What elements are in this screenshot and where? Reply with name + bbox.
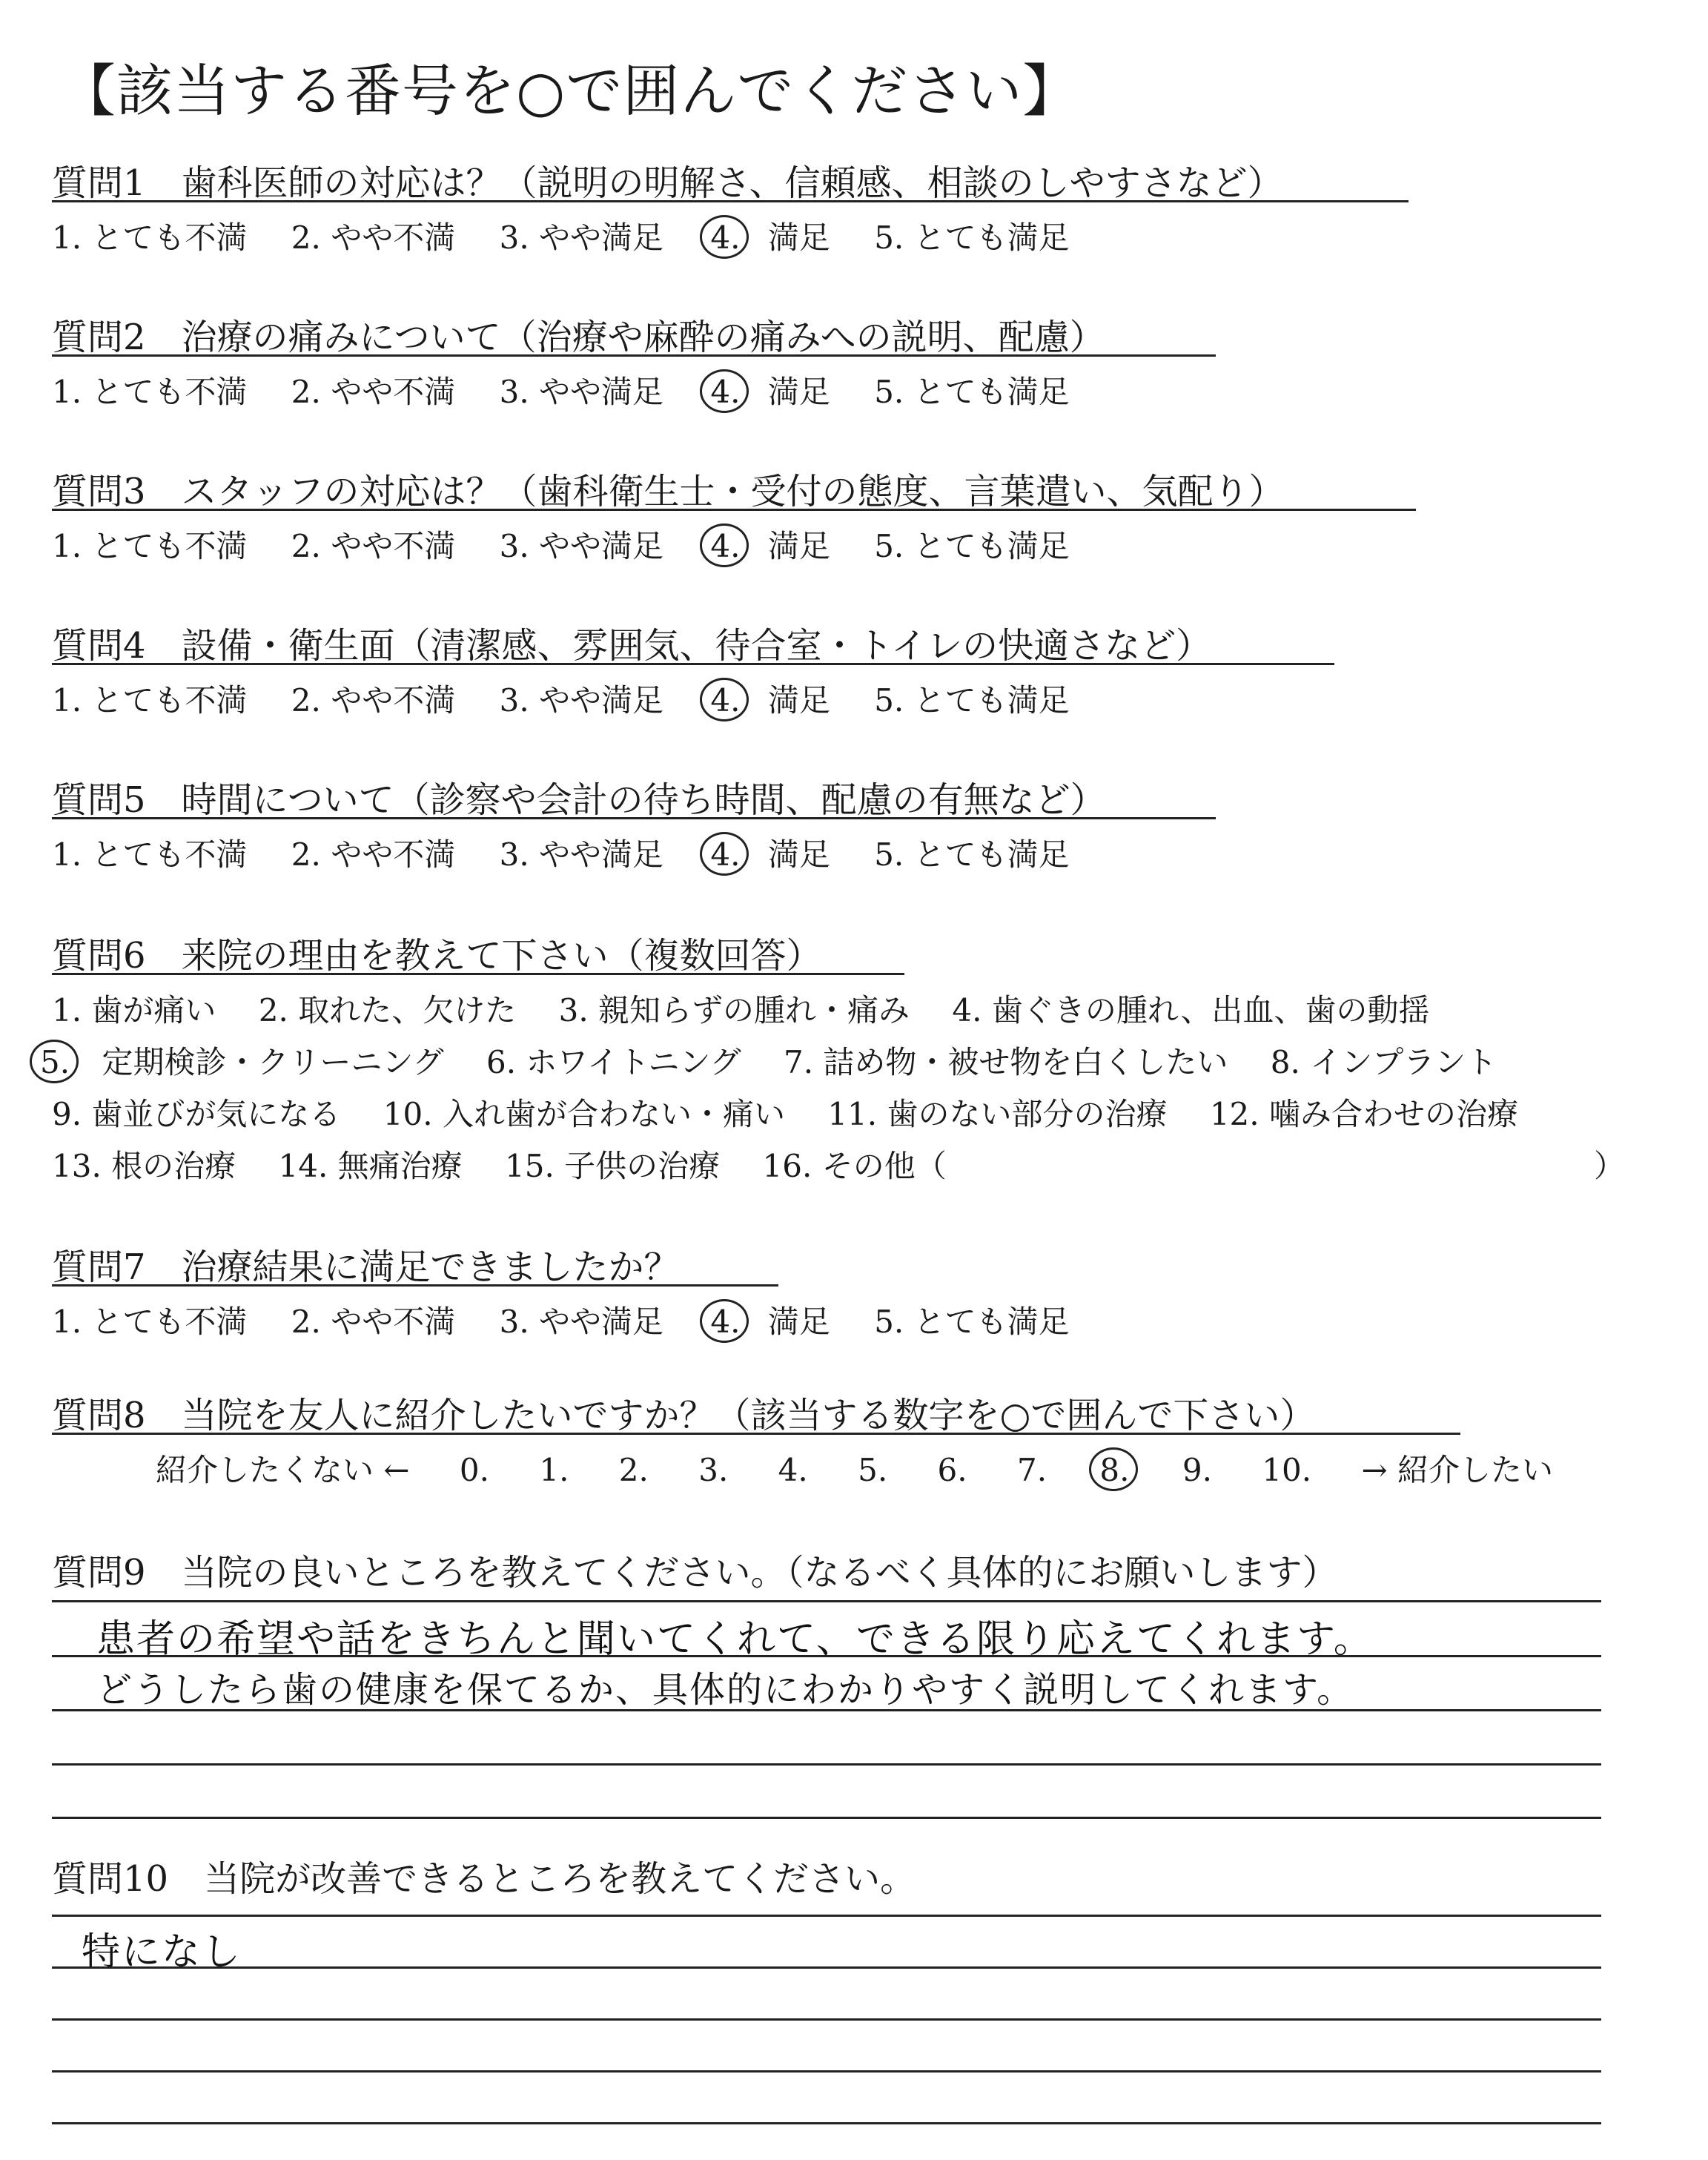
option-3[interactable]: 3. やや満足	[499, 1304, 664, 1340]
question-3-title: 質問3 スタッフの対応は？（歯科衛生士・受付の態度、言葉遣い、気配り）	[52, 471, 1285, 512]
reason-7[interactable]: 7. 詰め物・被せ物を白くしたい	[783, 1044, 1228, 1080]
question-4-underline	[52, 663, 1334, 665]
reason-4[interactable]: 4. 歯ぐきの腫れ、出血、歯の動揺	[952, 992, 1430, 1028]
option-2[interactable]: 2. やや不満	[291, 836, 456, 873]
handwritten-answer-line-2: どうしたら歯の健康を保てるか、具体的にわかりやすく説明してくれます。	[96, 1669, 1354, 1711]
question-7-options	[52, 1298, 1104, 1342]
question-8-scale	[156, 1446, 1593, 1490]
question-4-options	[52, 676, 1104, 721]
option-5[interactable]: 5. とても満足	[874, 1304, 1070, 1340]
question-10-title: 質問10 当院が改善できるところを教えてください。	[52, 1858, 916, 1900]
question-2-options	[52, 368, 1104, 412]
question-3-options	[52, 522, 1104, 567]
option-4-label: 満足	[767, 1304, 830, 1340]
option-4[interactable]: 4.	[707, 528, 743, 564]
option-4-label: 満足	[767, 374, 830, 410]
handwritten-answer-line-1: 患者の希望や話をきちんと聞いてくれて、できる限り応えてくれます。	[96, 1617, 1374, 1662]
option-3[interactable]: 3. やや満足	[499, 836, 664, 873]
reason-6[interactable]: 6. ホワイトニング	[486, 1044, 741, 1080]
question-6-row-4	[52, 1142, 979, 1186]
option-4[interactable]: 4.	[707, 682, 743, 719]
question-1-options	[52, 214, 1104, 258]
option-1[interactable]: 1. とても不満	[52, 1304, 248, 1340]
answer-line	[52, 1966, 1601, 1969]
score-0[interactable]: 0.	[459, 1452, 489, 1488]
option-4-label: 満足	[767, 528, 830, 564]
selection-circle	[700, 215, 749, 259]
reason-5[interactable]: 5.	[37, 1044, 73, 1080]
score-10[interactable]: 10.	[1262, 1452, 1312, 1488]
reason-16-close-paren: ）	[1594, 1148, 1626, 1184]
option-2[interactable]: 2. やや不満	[291, 219, 456, 256]
option-5[interactable]: 5. とても満足	[874, 528, 1070, 564]
selection-circle	[700, 678, 749, 721]
selection-circle	[700, 1299, 749, 1343]
option-2[interactable]: 2. やや不満	[291, 682, 456, 719]
option-5[interactable]: 5. とても満足	[874, 836, 1070, 873]
option-4[interactable]: 4.	[707, 374, 743, 410]
selection-circle	[700, 832, 749, 876]
option-2[interactable]: 2. やや不満	[291, 528, 456, 564]
question-9-title: 質問9 当院の良いところを教えてください。（なるべく具体的にお願いします）	[52, 1552, 1338, 1593]
question-8-title: 質問8 当院を友人に紹介したいですか？（該当する数字を○で囲んで下さい）	[52, 1395, 1316, 1436]
selection-circle	[700, 524, 749, 567]
option-5[interactable]: 5. とても満足	[874, 374, 1070, 410]
score-8[interactable]: 8.	[1096, 1452, 1132, 1488]
selection-circle	[1089, 1447, 1138, 1491]
reason-3[interactable]: 3. 親知らずの腫れ・痛み	[558, 992, 910, 1028]
option-4-label: 満足	[767, 836, 830, 873]
option-5[interactable]: 5. とても満足	[874, 682, 1070, 719]
reason-10[interactable]: 10. 入れ歯が合わない・痛い	[383, 1096, 785, 1132]
question-7-underline	[52, 1284, 778, 1287]
reason-13[interactable]: 13. 根の治療	[52, 1148, 236, 1184]
answer-line	[52, 1709, 1601, 1711]
question-6-row-2	[37, 1038, 1529, 1083]
handwritten-answer-line-1: 特になし	[82, 1930, 242, 1975]
option-3[interactable]: 3. やや満足	[499, 682, 664, 719]
reason-15[interactable]: 15. 子供の治療	[505, 1148, 721, 1184]
question-3-underline	[52, 509, 1416, 511]
question-7-title: 質問7 治療結果に満足できましたか？	[52, 1246, 680, 1288]
reason-16[interactable]: 16. その他（	[762, 1148, 947, 1184]
question-2-title: 質問2 治療の痛みについて（治療や麻酔の痛みへの説明、配慮）	[52, 317, 1105, 358]
score-2[interactable]: 2.	[618, 1452, 649, 1488]
reason-9[interactable]: 9. 歯並びが気になる	[52, 1096, 341, 1132]
score-6[interactable]: 6.	[937, 1452, 967, 1488]
option-4-label: 満足	[767, 219, 830, 256]
question-2-underline	[52, 354, 1216, 357]
answer-line	[52, 1600, 1601, 1602]
reason-12[interactable]: 12. 噛み合わせの治療	[1209, 1096, 1518, 1132]
question-5-options	[52, 830, 1104, 875]
question-4-title: 質問4 設備・衛生面（清潔感、雰囲気、待合室・トイレの快適さなど）	[52, 625, 1212, 667]
option-4[interactable]: 4.	[707, 836, 743, 873]
question-8-underline	[52, 1433, 1460, 1435]
score-7[interactable]: 7.	[1016, 1452, 1047, 1488]
question-5-underline	[52, 817, 1216, 819]
answer-line	[52, 2122, 1601, 2124]
selection-circle	[30, 1040, 79, 1083]
option-1[interactable]: 1. とても不満	[52, 528, 248, 564]
reason-1[interactable]: 1. 歯が痛い	[52, 992, 216, 1028]
option-3[interactable]: 3. やや満足	[499, 219, 664, 256]
option-5[interactable]: 5. とても満足	[874, 219, 1070, 256]
option-1[interactable]: 1. とても不満	[52, 682, 248, 719]
answer-line	[52, 1817, 1601, 1819]
reason-14[interactable]: 14. 無痛治療	[278, 1148, 463, 1184]
selection-circle	[700, 369, 749, 413]
answer-line	[52, 1763, 1601, 1766]
question-1-underline	[52, 200, 1409, 202]
question-6-row-1	[52, 986, 1462, 1031]
score-4[interactable]: 4.	[778, 1452, 808, 1488]
option-3[interactable]: 3. やや満足	[499, 528, 664, 564]
reason-11[interactable]: 11. 歯のない部分の治療	[827, 1096, 1168, 1132]
scale-left-label: 紹介したくない ←	[156, 1452, 410, 1488]
score-5[interactable]: 5.	[858, 1452, 888, 1488]
page-header: 【該当する番号を○で囲んでください】	[59, 58, 1080, 124]
option-1[interactable]: 1. とても不満	[52, 374, 248, 410]
answer-line	[52, 2070, 1601, 2073]
score-9[interactable]: 9.	[1182, 1452, 1212, 1488]
score-1[interactable]: 1.	[539, 1452, 569, 1488]
option-4-label: 満足	[767, 682, 830, 719]
option-2[interactable]: 2. やや不満	[291, 374, 456, 410]
option-3[interactable]: 3. やや満足	[499, 374, 664, 410]
question-6-row-3	[52, 1090, 1551, 1135]
reason-2[interactable]: 2. 取れた、欠けた	[258, 992, 517, 1028]
reason-8[interactable]: 8. インプラント	[1270, 1044, 1497, 1080]
reason-5-label: 定期検診・クリーニング	[102, 1044, 444, 1080]
option-1[interactable]: 1. とても不満	[52, 219, 248, 256]
option-2[interactable]: 2. やや不満	[291, 1304, 456, 1340]
scale-right-label: → 紹介したい	[1361, 1452, 1553, 1488]
answer-line	[52, 2018, 1601, 2021]
option-1[interactable]: 1. とても不満	[52, 836, 248, 873]
answer-line	[52, 1915, 1601, 1917]
question-6-underline	[52, 973, 904, 975]
question-1-title: 質問1 歯科医師の対応は？（説明の明解さ、信頼感、相談のしやすさなど）	[52, 162, 1283, 204]
question-5-title: 質問5 時間について（診察や会計の待ち時間、配慮の有無など）	[52, 779, 1106, 821]
score-3[interactable]: 3.	[698, 1452, 729, 1488]
option-4[interactable]: 4.	[707, 1304, 743, 1340]
question-6-title: 質問6 来院の理由を教えて下さい（複数回答）	[52, 935, 822, 977]
answer-line	[52, 1655, 1601, 1657]
option-4[interactable]: 4.	[707, 219, 743, 256]
